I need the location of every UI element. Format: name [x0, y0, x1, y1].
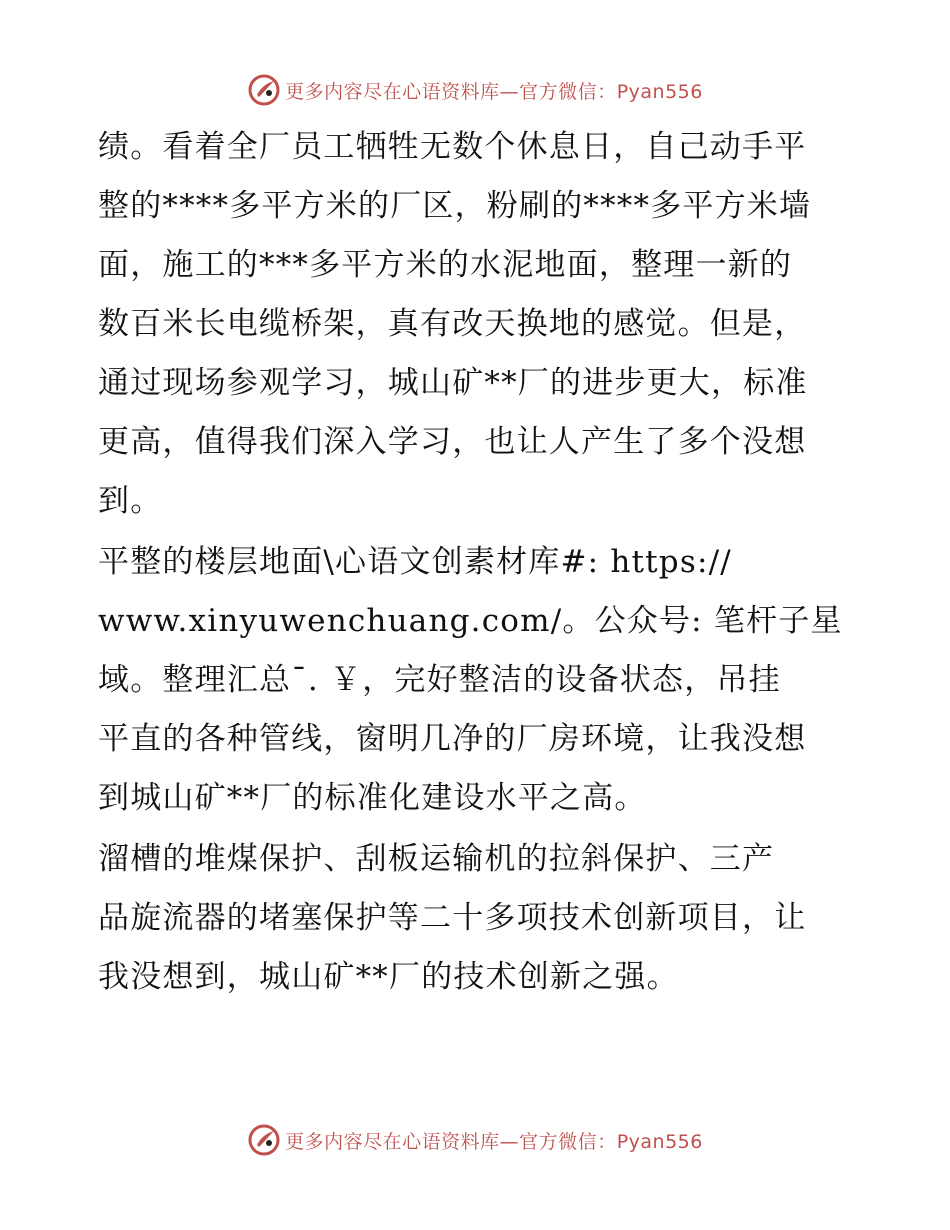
header-wechat-id: Pyan556	[616, 80, 703, 103]
header-brand: 更多内容尽在心语资料库	[285, 80, 500, 103]
text-line: 面，施工的***多平方米的水泥地面，整理一新的	[98, 247, 793, 283]
footer-text	[285, 1127, 703, 1154]
document-body	[98, 118, 858, 1007]
text-line: 品旋流器的堵塞保护等二十多项技术创新项目，让	[98, 900, 807, 936]
brand-logo-icon	[247, 1123, 281, 1157]
text-line: www.xinyuwenchuang.com/。公众号: 笔杆子星	[98, 603, 843, 639]
footer-banner	[0, 1120, 950, 1160]
text-line: 到城山矿**厂的标准化建设水平之高。	[98, 780, 647, 816]
footer-brand: 更多内容尽在心语资料库	[285, 1130, 500, 1153]
footer-separator: —	[499, 1130, 520, 1153]
paragraph-3	[98, 830, 858, 1007]
text-line: 更高，值得我们深入学习，也让人产生了多个没想	[98, 424, 807, 460]
text-line: 域。整理汇总¯. ￥，完好整洁的设备状态，吊挂	[98, 662, 781, 698]
header-banner	[0, 70, 950, 110]
text-line: 平直的各种管线，窗明几净的厂房环境，让我没想	[98, 721, 807, 757]
footer-wechat-id: Pyan556	[616, 1130, 703, 1153]
text-line: 绩。看着全厂员工牺牲无数个休息日，自己动手平	[98, 129, 807, 165]
text-line: 平整的楼层地面\心语文创素材库#: https://	[98, 544, 732, 580]
paragraph-1	[98, 118, 858, 531]
header-text	[285, 77, 703, 104]
text-line: 我没想到，城山矿**厂的技术创新之强。	[98, 959, 679, 995]
header-wechat-label: 官方微信：	[519, 80, 617, 103]
paragraph-2	[98, 533, 858, 828]
text-line: 到。	[98, 483, 163, 519]
text-line: 整的****多平方米的厂区，粉刷的****多平方米墙	[98, 188, 812, 224]
header-separator: —	[499, 80, 520, 103]
text-line: 数百米长电缆桥架，真有改天换地的感觉。但是，	[98, 306, 807, 342]
brand-logo-icon	[247, 73, 281, 107]
text-line: 溜槽的堆煤保护、刮板运输机的拉斜保护、三产	[98, 841, 775, 877]
footer-wechat-label: 官方微信：	[519, 1130, 617, 1153]
text-line: 通过现场参观学习，城山矿**厂的进步更大，标准	[98, 365, 808, 401]
